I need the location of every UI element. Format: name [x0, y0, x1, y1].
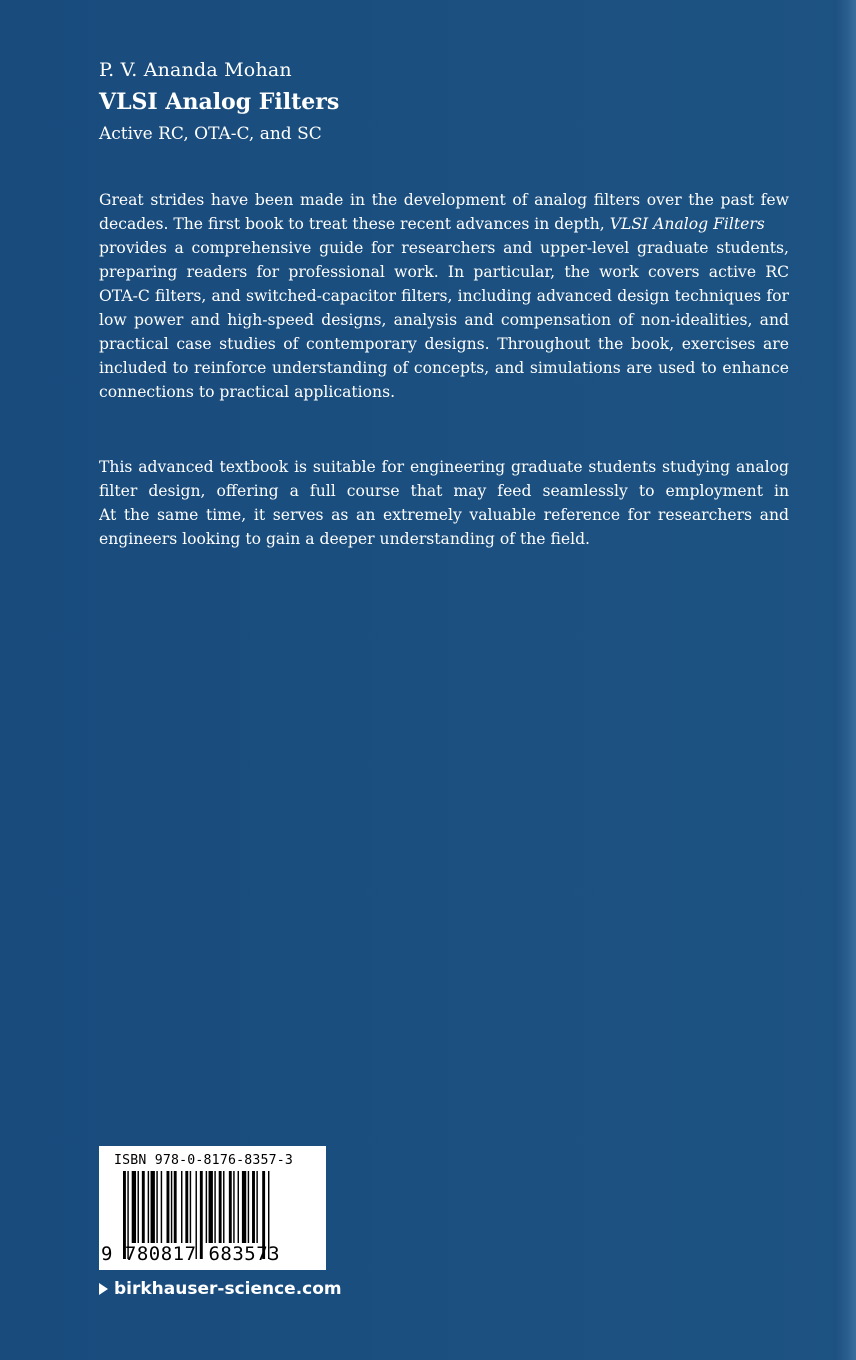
barcode-bar	[161, 1171, 162, 1243]
isbn-label: ISBN 978-0-8176-8357-3	[114, 1153, 294, 1168]
barcode-bar	[185, 1171, 188, 1243]
barcode-bar	[233, 1171, 234, 1243]
paragraph-line: engineers looking to gain a deeper understanding of the field.	[99, 530, 591, 548]
paragraph-line: filter design, offering a full course that may feed seamlessly to employment in	[99, 482, 789, 500]
barcode-bar	[214, 1171, 215, 1243]
paragraph-line: At the same time, it serves as an extremely valuable reference for researchers and	[99, 506, 789, 524]
paragraph-line	[99, 212, 789, 236]
description-paragraph-2	[99, 455, 789, 551]
barcode-bar	[209, 1171, 213, 1243]
barcode-bar	[206, 1171, 207, 1243]
barcode-bar	[181, 1171, 182, 1243]
description-paragraph-1	[99, 188, 789, 404]
barcode-bar	[229, 1171, 232, 1243]
publisher-website-link[interactable]	[99, 1279, 342, 1299]
barcode-bar	[151, 1171, 155, 1243]
paragraph-line: provides a comprehensive guide for researchers and upper-level graduate students,	[99, 239, 789, 257]
barcode-bar	[238, 1171, 239, 1243]
author-name: P. V. Ananda Mohan	[99, 59, 292, 81]
barcode-bar	[248, 1171, 249, 1243]
barcode-bar	[256, 1171, 257, 1243]
barcode-bar	[167, 1171, 170, 1243]
paragraph-line: connections to practical applications.	[99, 383, 396, 401]
barcode-bar	[142, 1171, 145, 1243]
barcode-bar	[138, 1171, 139, 1243]
barcode-bar	[171, 1171, 172, 1243]
paragraph-line: This advanced textbook is suitable for engineering graduate students studying analog	[99, 458, 789, 476]
barcode-bar	[252, 1171, 255, 1243]
paragraph-line: OTA-C filters, and switched-capacitor filters, including advanced design techniques for	[99, 287, 789, 305]
paragraph-line: Great strides have been made in the development of analog filters over the past few	[99, 191, 789, 209]
isbn-barcode	[99, 1146, 326, 1270]
barcode-bar	[242, 1171, 246, 1243]
book-title: VLSI Analog Filters	[99, 89, 340, 115]
barcode-bar	[190, 1171, 191, 1243]
barcode-bar	[148, 1171, 149, 1243]
paragraph-line: low power and high-speed designs, analysis and compensation of non-idealities, and	[99, 311, 789, 329]
barcode-bar	[223, 1171, 224, 1243]
barcode-bar	[174, 1171, 177, 1243]
book-title-italic: VLSI Analog Filters	[609, 215, 765, 233]
book-subtitle: Active RC, OTA-C, and SC	[99, 124, 322, 144]
spine-edge	[834, 0, 856, 1360]
paragraph-line: included to reinforce understanding of concepts, and simulations are used to enhance	[99, 359, 789, 377]
paragraph-line: practical case studies of contemporary designs. Throughout the book, exercises are	[99, 335, 789, 353]
paragraph-line: preparing readers for professional work. In particular, the work covers active RC	[99, 263, 789, 281]
triangle-arrow-icon	[99, 1283, 108, 1295]
barcode-bar	[132, 1171, 136, 1243]
barcode-digits: 9 780817 683573	[101, 1243, 281, 1265]
paragraph-text: decades. The first book to treat these recent advances in depth,	[99, 215, 605, 233]
publisher-website-text: birkhauser-science.com	[114, 1279, 342, 1299]
barcode-bar	[156, 1171, 157, 1243]
barcode-bar	[219, 1171, 222, 1243]
